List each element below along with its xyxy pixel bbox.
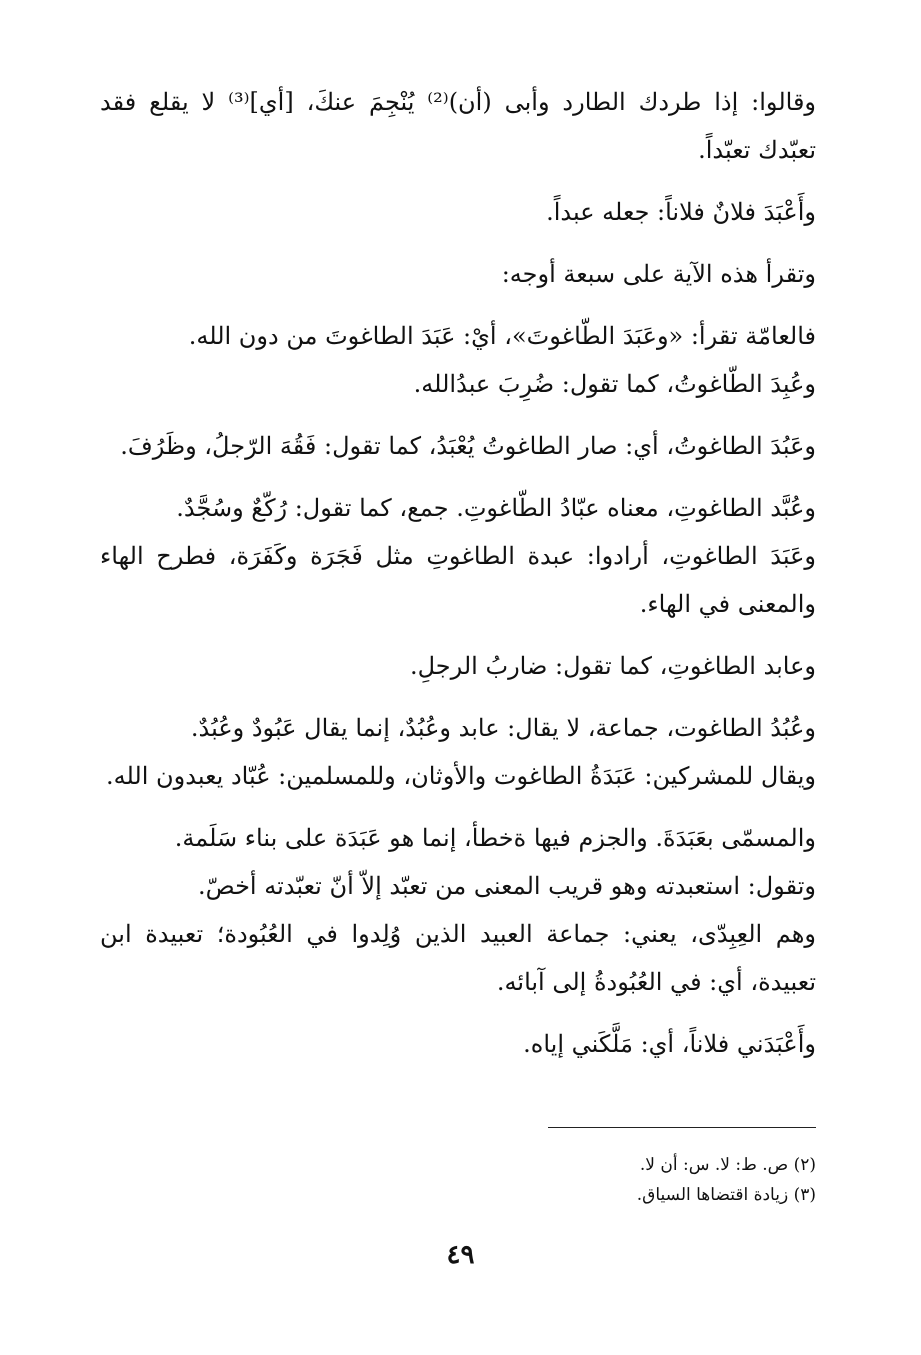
paragraph-4: فالعامّة تقرأ: «وعَبَدَ الطّاغوتَ»، أيْ: عَبَدَ الطاغوتَ من دون الله.: [188, 322, 816, 350]
footnote-divider: [548, 1127, 816, 1128]
paragraph-1: وقالوا: إذا طردك الطارد وأبى (أن)⁽²⁾ يُنْجِمَ عنكَ، [أي]⁽³⁾ لا يقلع فقد تعبّدك تعبّداً.: [100, 88, 817, 164]
paragraph-3: وتقرأ هذه الآية على سبعة أوجه:: [501, 260, 816, 288]
footnote-3: (٣) زيادة اقتضاها السياق.: [636, 1185, 816, 1205]
page-number: ٤٩: [446, 1240, 475, 1270]
paragraph-7: وعُبَّد الطاغوتِ، معناه عبّادُ الطّاغوتِ. جمع، كما تقول: رُكّعٌ وسُجَّدٌ.: [176, 494, 816, 522]
paragraph-12: والمسمّى بعَبَدَةَ. والجزم فيها ةخطأ، إنما هو عَبَدَة على بناء سَلَمة.: [174, 824, 816, 852]
paragraph-9: وعابد الطاغوتِ، كما تقول: ضاربُ الرجلِ.: [409, 652, 816, 680]
footnotes: [420, 1150, 816, 1210]
paragraph-14: وهم العِبِدّى، يعني: جماعة العبيد الذين وُلِدوا في العُبُودة؛ تعبيدة ابن تعبيدة، أي: في العُبُودةُ إلى آبائه.: [100, 920, 816, 996]
paragraph-8: وعَبَدَ الطاغوتِ، أرادوا: عبدة الطاغوتِ مثل فَجَرَة وكَفَرَة، فطرح الهاء والمعنى في الهاء.: [100, 542, 816, 618]
paragraph-15: وأَعْبَدَني فلاناً، أي: مَلَّكَني إياه.: [523, 1030, 816, 1058]
main-text: [100, 78, 816, 1082]
paragraph-10: وعُبُدُ الطاغوت، جماعة، لا يقال: عابد وعُبُدٌ، إنما يقال عَبُودٌ وعُبُدٌ.: [190, 714, 816, 742]
paragraph-13: وتقول: استعبدته وهو قريب المعنى من تعبّد إلاّ أنّ تعبّدته أخصّ.: [198, 872, 816, 900]
paragraph-2: وأَعْبَدَ فلانٌ فلاناً: جعله عبداً.: [546, 198, 816, 226]
paragraph-5: وعُبِدَ الطّاغوتُ، كما تقول: ضُرِبَ عبدُالله.: [413, 370, 816, 398]
paragraph-6: وعَبُدَ الطاغوتُ، أي: صار الطاغوتُ يُعْبَدُ، كما تقول: فَقُهَ الرّجلُ، وظَرُفَ.: [120, 432, 816, 460]
footnote-2: (٢) ص. ط: لا. س: أن لا.: [639, 1155, 816, 1175]
paragraph-11: ويقال للمشركين: عَبَدَةُ الطاغوت والأوثان، وللمسلمين: عُبّاد يعبدون الله.: [105, 762, 816, 790]
